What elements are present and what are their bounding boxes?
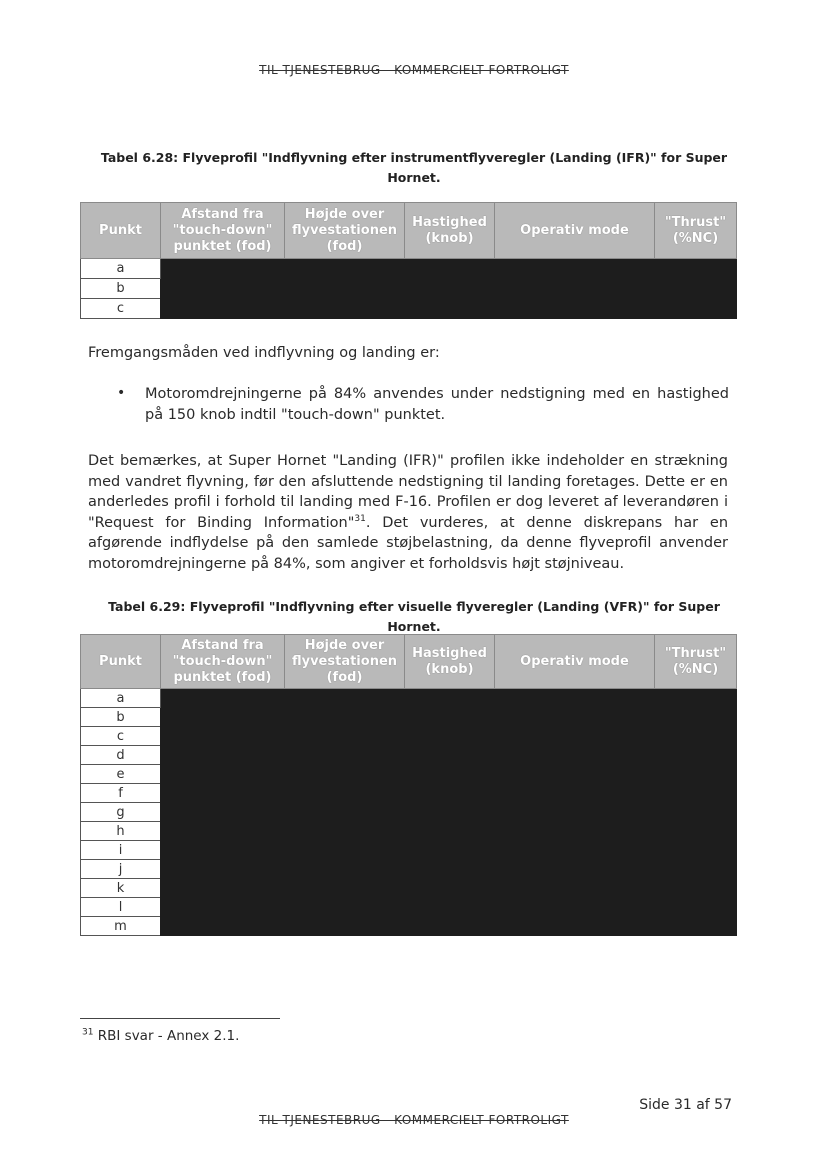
column-header-altitude: Højde over flyvestationen (fod) bbox=[285, 203, 405, 259]
table-6-29-caption: Tabel 6.29: Flyveprofil "Indflyvning efter visuelle flyveregler (Landing (VFR)" for Super Hornet. bbox=[108, 599, 720, 634]
punkt-cell: e bbox=[81, 765, 161, 784]
column-header-punkt: Punkt bbox=[81, 203, 161, 259]
punkt-cell: b bbox=[81, 279, 161, 299]
remark-text: Det bemærkes, at Super Hornet "Landing (IFR)" profilen ikke indeholder en strækning med vandret flyvning, før den afsluttende nedstigning til landing foretages. Dette er en anderledes profil i forhold til landing med F-16. Profilen er dog leveret af leverandøren i "Request for Binding Information" bbox=[88, 453, 728, 531]
table-6-29 bbox=[80, 634, 737, 936]
classification-header: TIL TJENESTEBRUG - KOMMERCIELT FORTROLIGT bbox=[259, 63, 569, 77]
table-row bbox=[81, 689, 737, 708]
punkt-cell: m bbox=[81, 917, 161, 936]
page-number: Side 31 af 57 bbox=[639, 1097, 732, 1113]
column-header-operative-mode: Operativ mode bbox=[495, 203, 655, 259]
procedure-bullet: Motoromdrejningerne på 84% anvendes under nedstigning med en hastighed på 150 knob indtil "touch-down" punktet. bbox=[145, 386, 729, 423]
punkt-cell: j bbox=[81, 860, 161, 879]
footnote-divider bbox=[80, 1018, 280, 1019]
footnote-text: RBI svar - Annex 2.1. bbox=[97, 1028, 240, 1044]
punkt-cell: a bbox=[81, 689, 161, 708]
punkt-cell: k bbox=[81, 879, 161, 898]
redacted-block bbox=[161, 259, 737, 319]
column-header-distance: Afstand fra "touch-down" punktet (fod) bbox=[161, 203, 285, 259]
column-header-thrust: "Thrust" (%NC) bbox=[655, 203, 737, 259]
punkt-cell: b bbox=[81, 708, 161, 727]
punkt-cell: f bbox=[81, 784, 161, 803]
column-header-speed: Hastighed (knob) bbox=[405, 635, 495, 689]
footnote-ref: 31 bbox=[354, 513, 366, 524]
punkt-cell: c bbox=[81, 299, 161, 319]
punkt-cell: d bbox=[81, 746, 161, 765]
remark-paragraph bbox=[88, 451, 728, 574]
table-row bbox=[81, 259, 737, 279]
column-header-punkt: Punkt bbox=[81, 635, 161, 689]
punkt-cell: l bbox=[81, 898, 161, 917]
redacted-block bbox=[161, 689, 737, 936]
column-header-thrust: "Thrust" (%NC) bbox=[655, 635, 737, 689]
classification-footer: TIL TJENESTEBRUG - KOMMERCIELT FORTROLIGT bbox=[259, 1113, 569, 1127]
punkt-cell: g bbox=[81, 803, 161, 822]
column-header-altitude: Højde over flyvestationen (fod) bbox=[285, 635, 405, 689]
remark-text-continued: . Det vurderes, at denne diskrepans har en afgørende indflydelse på den samlede støjbelastning, da denne flyveprofil anvender motoromdrejningerne på 84%, som angiver et forholdsvis højt støjniveau. bbox=[88, 514, 729, 572]
table-6-28-body bbox=[81, 259, 737, 319]
table-6-28 bbox=[80, 202, 737, 319]
punkt-cell: c bbox=[81, 727, 161, 746]
punkt-cell: h bbox=[81, 822, 161, 841]
punkt-cell: i bbox=[81, 841, 161, 860]
footnote bbox=[82, 1028, 239, 1044]
footnote-number: 31 bbox=[82, 1027, 94, 1038]
column-header-operative-mode: Operativ mode bbox=[495, 635, 655, 689]
bullet-marker: • bbox=[117, 385, 126, 401]
table-6-28-caption: Tabel 6.28: Flyveprofil "Indflyvning efter instrumentflyveregler (Landing (IFR)" for Super Hornet. bbox=[100, 150, 728, 185]
column-header-speed: Hastighed (knob) bbox=[405, 203, 495, 259]
column-header-distance: Afstand fra "touch-down" punktet (fod) bbox=[161, 635, 285, 689]
procedure-intro: Fremgangsmåden ved indflyvning og landing er: bbox=[88, 345, 440, 361]
table-6-29-body bbox=[81, 689, 737, 936]
punkt-cell: a bbox=[81, 259, 161, 279]
